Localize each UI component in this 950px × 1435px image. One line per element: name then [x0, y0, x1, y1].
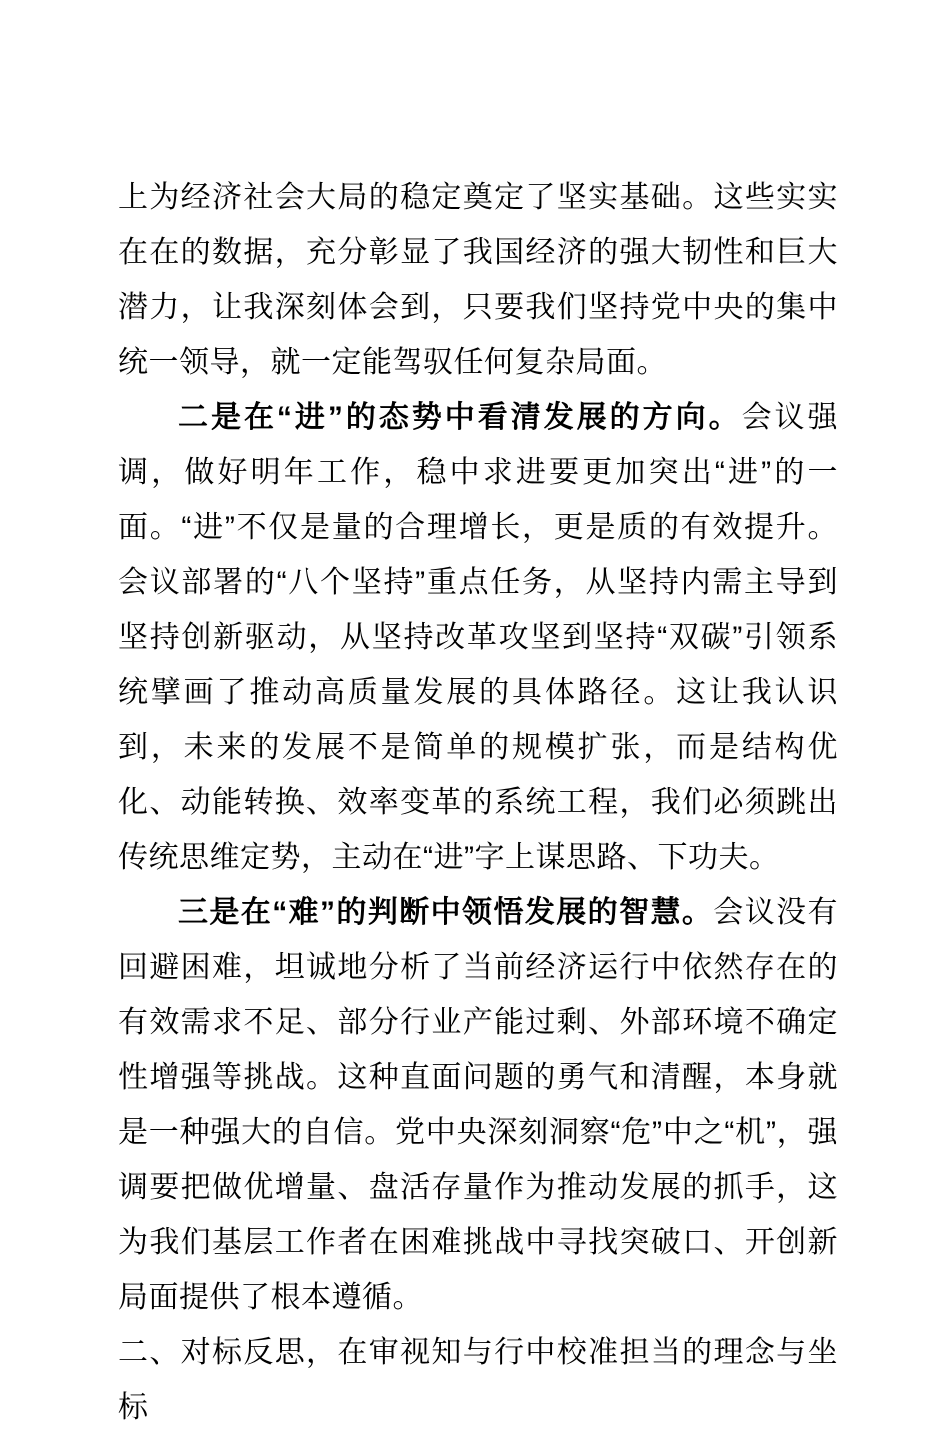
- paragraph-1-text: 上为经济社会大局的稳定奠定了坚实基础。这些实实在在的数据，充分彰显了我国经济的强大韧性和巨大潜力，让我深刻体会到，只要我们坚持党中央的集中统一领导，就一定能驾驭任何复杂局面。: [118, 181, 838, 379]
- document-body: [118, 170, 838, 1435]
- paragraph-2-lead: 二是在“进”的态势中看清发展的方向。: [178, 401, 742, 434]
- paragraph-2-text: 会议强调，做好明年工作，稳中求进要更加突出“进”的一面。“进”不仅是量的合理增长，更是质的有效提升。会议部署的“八个坚持”重点任务，从坚持内需主导到坚持创新驱动，从坚持改革攻坚到坚持“双碳”引领系统擘画了推动高质量发展的具体路径。这让我认识到，未来的发展不是简单的规模扩张，而是结构优化、动能转换、效率变革的系统工程，我们必须跳出传统思维定势，主动在“进”字上谋思路、下功夫。: [118, 401, 839, 874]
- paragraph-2: [118, 390, 838, 885]
- paragraph-3-text: 会议没有回避困难，坦诚地分析了当前经济运行中依然存在的有效需求不足、部分行业产能过剩、外部环境不确定性增强等挑战。这种直面问题的勇气和清醒，本身就是一种强大的自信。党中央深刻洞察“危”中之“机”，强调要把做优增量、盘活存量作为推动发展的抓手，这为我们基层工作者在困难挑战中寻找突破口、开创新局面提供了根本遵循。: [118, 896, 839, 1314]
- paragraph-3-lead: 三是在“难”的判断中领悟发展的智慧。: [178, 896, 714, 929]
- paragraph-3: [118, 885, 838, 1325]
- section-heading-2-text: 二、对标反思，在审视知与行中校准担当的理念与坐标: [118, 1336, 838, 1424]
- paragraph-1: [118, 170, 838, 390]
- section-heading-2: [118, 1325, 838, 1435]
